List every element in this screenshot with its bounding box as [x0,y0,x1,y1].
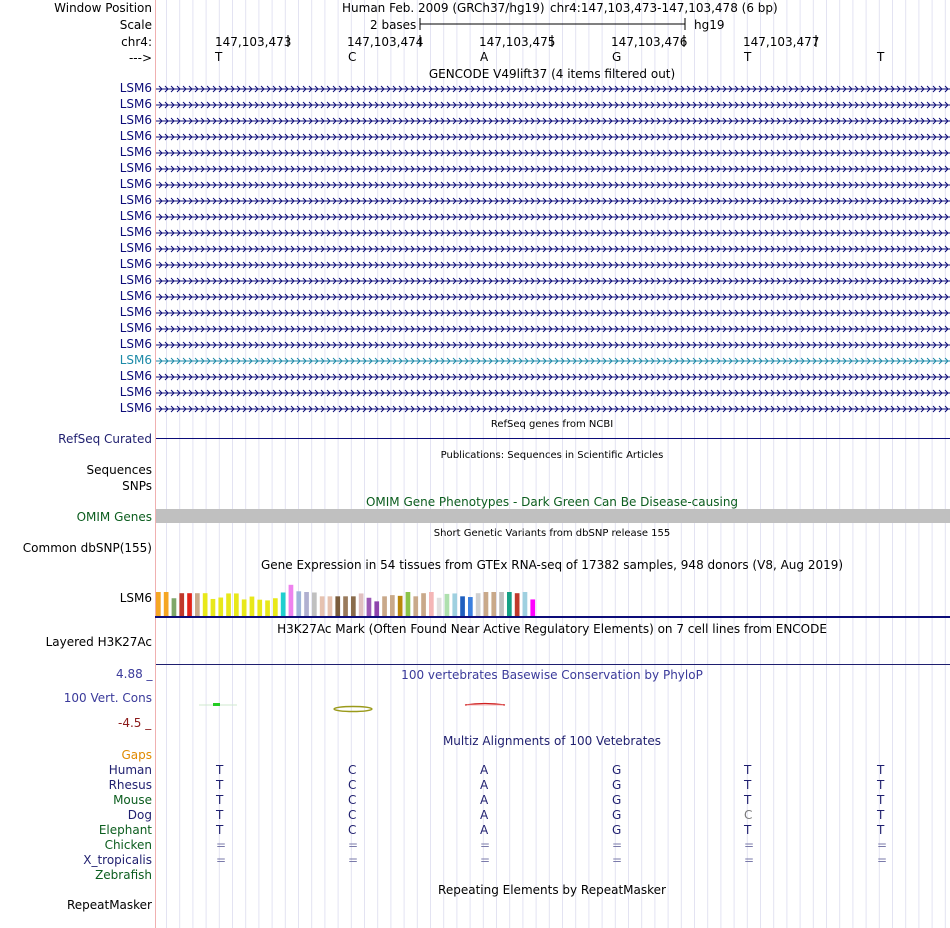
gencode-item-label[interactable]: LSM6 [119,97,152,111]
gtex-tissue-bar [359,593,364,616]
position-readout[interactable]: chr4:147,103,473-147,103,478 (6 bp) [550,1,778,15]
window-position-label: Window Position [54,1,152,15]
alignment-base: C [348,793,357,807]
alignment-base: T [744,778,752,792]
alignment-base: G [612,763,622,777]
dna-base: T [744,50,752,64]
alignment-base: = [480,838,491,852]
gtex-tissue-bar [523,592,528,616]
gtex-tissue-bar [172,598,177,616]
gencode-transcript[interactable] [156,404,950,414]
conservation-max-label: 4.88 _ [116,667,153,681]
gtex-tissue-bar [413,596,418,616]
alignment-base: C [348,823,357,837]
species-label[interactable]: Human [108,763,152,777]
gencode-item-label[interactable]: LSM6 [119,337,152,351]
conservation-track-title[interactable]: 100 vertebrates Basewise Conservation by PhyloP [401,668,703,682]
gencode-transcript[interactable] [156,116,950,126]
publications-track-title[interactable]: Publications: Sequences in Scientific Articles [440,450,664,461]
gtex-tissue-bar [476,593,481,616]
alignment-base: A [480,763,489,777]
gtex-track-label[interactable]: LSM6 [119,591,152,605]
gencode-transcript[interactable] [156,292,950,302]
species-label[interactable]: X_tropicalis [83,853,152,867]
gencode-transcript[interactable] [156,244,950,254]
gtex-tissue-bar [289,585,294,616]
refseq-track-title[interactable]: RefSeq genes from NCBI [490,419,614,430]
gencode-transcript[interactable] [156,84,950,94]
gencode-item-label[interactable]: LSM6 [119,129,152,143]
gencode-transcript[interactable] [156,276,950,286]
alignment-base: T [877,763,885,777]
alignment-base: A [480,793,489,807]
h3k27ac-track-label[interactable]: Layered H3K27Ac [45,635,152,649]
gtex-tissue-bar [374,601,379,616]
gtex-tissue-bar [351,596,356,616]
gtex-tissue-bar [164,592,169,616]
gtex-tissue-bar [273,598,278,616]
alignment-base: T [216,778,224,792]
gtex-tissue-bar [312,592,317,616]
repeatmasker-track-title[interactable]: Repeating Elements by RepeatMasker [438,883,666,897]
alignment-base: T [744,763,752,777]
dna-base: A [480,50,489,64]
alignment-base: T [744,793,752,807]
omim-track-label[interactable]: OMIM Genes [76,510,152,524]
gtex-tissue-bar [242,599,247,616]
gtex-tissue-bar [507,592,512,616]
alignment-base: T [877,793,885,807]
gtex-tissue-bar [398,596,403,616]
gtex-tissue-bar [484,592,489,616]
ruler-position-4: 147,103,476 [611,35,688,49]
scale-label: Scale [119,18,152,32]
alignment-base: T [744,823,752,837]
gencode-item-label[interactable]: LSM6 [119,145,152,159]
alignment-base: = [744,838,755,852]
refseq-track-label[interactable]: RefSeq Curated [58,432,152,446]
gtex-tissue-bar [468,597,473,616]
gencode-transcript[interactable] [156,372,950,382]
gtex-tissue-bar [429,592,434,616]
dna-base: T [215,50,223,64]
conservation-min-label: -4.5 _ [118,716,152,730]
species-label[interactable]: Chicken [104,838,152,852]
omim-track-title[interactable]: OMIM Gene Phenotypes - Dark Green Can Be Disease-causing [365,495,739,509]
gtex-tissue-bar [406,592,411,616]
gtex-tissue-bar [195,593,200,616]
gencode-transcript[interactable] [156,148,950,158]
ruler-position-5: 147,103,477 [743,35,820,49]
gtex-tissue-bar [335,596,340,616]
gencode-transcript[interactable] [156,388,950,398]
gtex-tissue-bar [382,596,387,616]
gencode-item-label[interactable]: LSM6 [119,193,152,207]
multiz-track-title[interactable]: Multiz Alignments of 100 Vetebrates [442,734,662,748]
gtex-tissue-bar [343,596,348,616]
species-label[interactable]: Dog [127,808,152,822]
gencode-item-label[interactable]: LSM6 [119,353,152,367]
gencode-transcript[interactable] [156,308,950,318]
gencode-transcript[interactable] [156,196,950,206]
alignment-base: = [612,838,623,852]
gencode-item-label[interactable]: LSM6 [119,81,152,95]
gencode-item-label[interactable]: LSM6 [119,241,152,255]
gencode-transcript[interactable] [156,212,950,222]
gtex-tissue-bar [421,593,426,616]
scale-text: 2 bases [370,18,417,32]
gtex-tissue-bar [281,592,286,616]
gencode-item-label[interactable]: LSM6 [119,305,152,319]
alignment-base: = [744,853,755,867]
gtex-tissue-bar [530,599,535,616]
gtex-tissue-bar [390,595,395,616]
chrom-label: chr4: [121,35,152,49]
alignment-base: = [348,838,359,852]
species-label[interactable]: Zebrafish [95,868,152,882]
alignment-base: = [480,853,491,867]
gencode-item-label[interactable]: LSM6 [119,321,152,335]
alignment-base: G [612,808,622,822]
gencode-item-label[interactable]: LSM6 [119,225,152,239]
strand-label: ---> [128,51,152,65]
gencode-transcript[interactable] [156,180,950,190]
species-label[interactable]: Elephant [98,823,152,837]
h3k27ac-track-title[interactable]: H3K27Ac Mark (Often Found Near Active Regulatory Elements) on 7 cell lines from ENCODE [277,622,827,636]
gtex-tissue-bar [179,593,184,616]
gtex-track-title[interactable]: Gene Expression in 54 tissues from GTEx RNA-seq of 17382 samples, 948 donors (V8, Aug 2019) [260,558,844,572]
scale-db: hg19 [694,18,725,32]
species-label[interactable]: Mouse [113,793,152,807]
gencode-transcript[interactable] [156,260,950,270]
gencode-transcript[interactable] [156,228,950,238]
publications-sequences-label[interactable]: Sequences [86,463,152,477]
gencode-item-label[interactable]: LSM6 [119,209,152,223]
alignment-base: A [480,823,489,837]
ruler-position-2: 147,103,474 [347,35,424,49]
gencode-transcript[interactable] [156,324,950,334]
gtex-tissue-bar [445,594,450,616]
alignment-base: T [877,808,885,822]
dbsnp-track-label[interactable]: Common dbSNP(155) [22,541,152,555]
gtex-tissue-bar [304,592,309,616]
gencode-transcript[interactable] [156,100,950,110]
alignment-base: G [612,823,622,837]
dna-base: C [348,50,357,64]
alignment-base: C [744,808,753,822]
gencode-transcript[interactable] [156,340,950,350]
gtex-tissue-bar [328,596,333,616]
gencode-transcript[interactable] [156,132,950,142]
gtex-tissue-bar [234,593,239,616]
gtex-tissue-bar [226,593,231,616]
gencode-item-label[interactable]: LSM6 [119,273,152,287]
gtex-tissue-bar [515,593,520,616]
gencode-track-title[interactable]: GENCODE V49lift37 (4 items filtered out) [428,67,676,81]
gtex-tissue-bar [211,599,216,616]
alignment-base: A [480,808,489,822]
alignment-base: T [216,763,224,777]
gtex-tissue-bar [460,596,465,616]
gtex-tissue-bar [367,598,372,616]
gencode-item-label[interactable]: LSM6 [119,161,152,175]
alignment-base: T [877,823,885,837]
gencode-item-label[interactable]: LSM6 [119,385,152,399]
alignment-base: T [216,808,224,822]
gencode-item-label[interactable]: LSM6 [119,177,152,191]
alignment-base: C [348,778,357,792]
gtex-tissue-bar [320,596,325,616]
gencode-transcript[interactable] [156,356,950,366]
alignment-base: T [216,823,224,837]
gaps-label[interactable]: Gaps [121,748,152,762]
ruler-ticks [286,34,826,48]
alignment-base: = [877,853,888,867]
gtex-tissue-bar [437,598,442,616]
gtex-tissue-bar [218,598,223,616]
gencode-item-label[interactable]: LSM6 [119,289,152,303]
gtex-tissue-bar [187,593,192,616]
gencode-item-label[interactable]: LSM6 [119,401,152,415]
alignment-base: = [612,853,623,867]
repeatmasker-track-label[interactable]: RepeatMasker [66,898,152,912]
species-label[interactable]: Rhesus [108,778,152,792]
conservation-plot[interactable] [155,698,950,718]
alignment-base: C [348,808,357,822]
gtex-tissue-bar [452,593,457,616]
gtex-tissue-bar [257,600,262,616]
h3k27ac-baseline [156,664,950,665]
dbsnp-track-title[interactable]: Short Genetic Variants from dbSNP release 155 [433,528,671,539]
alignment-base: = [348,853,359,867]
dna-base: G [612,50,622,64]
omim-feature-bar[interactable] [156,509,950,523]
dna-base: T [877,50,885,64]
conservation-track-label[interactable]: 100 Vert. Cons [63,691,152,705]
refseq-gene-line[interactable] [156,438,950,439]
alignment-base: G [612,778,622,792]
gtex-tissue-bar [250,597,255,616]
alignment-base: T [216,793,224,807]
alignment-base: A [480,778,489,792]
ruler-position-1: 147,103,473 [215,35,292,49]
gtex-tissue-bar [296,591,301,616]
alignment-base: C [348,763,357,777]
gencode-item-label[interactable]: LSM6 [119,257,152,271]
alignment-base: = [877,838,888,852]
assembly-label: Human Feb. 2009 (GRCh37/hg19) [342,1,545,15]
gtex-expression-bars[interactable] [155,572,950,620]
gtex-tissue-bar [203,593,208,616]
gtex-tissue-bar [491,592,496,616]
alignment-base: G [612,793,622,807]
alignment-base: = [216,853,227,867]
alignment-base: T [877,778,885,792]
gtex-tissue-bar [499,592,504,616]
ruler-position-3: 147,103,475 [479,35,556,49]
alignment-base: = [216,838,227,852]
gencode-item-label[interactable]: LSM6 [119,113,152,127]
gtex-tissue-bar [156,592,161,616]
gencode-transcript[interactable] [156,164,950,174]
publications-snps-label[interactable]: SNPs [122,479,152,493]
gtex-tissue-bar [265,600,270,616]
gencode-item-label[interactable]: LSM6 [119,369,152,383]
scale-bar [418,16,690,32]
